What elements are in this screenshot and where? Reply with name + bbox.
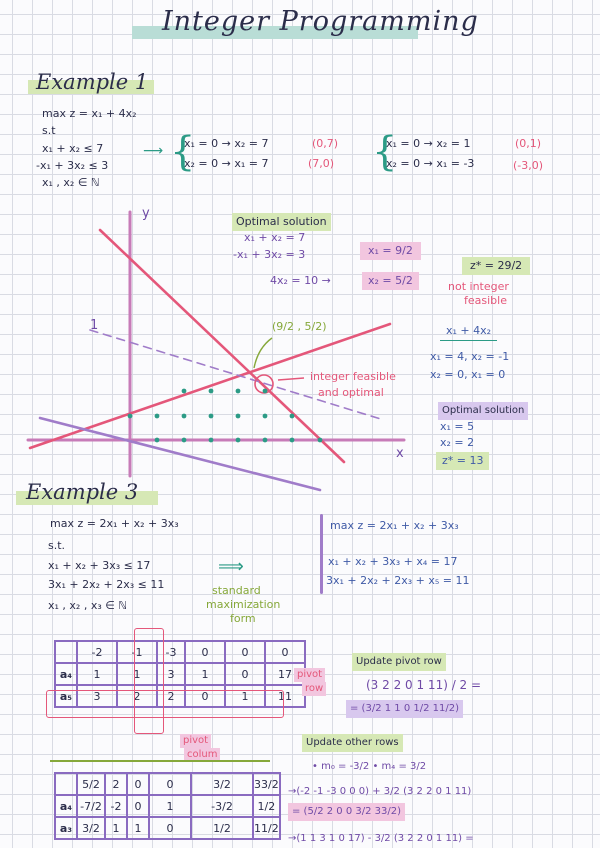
- table-cell: 33/2: [253, 773, 280, 795]
- sys2-row: x₂ = 0 → x₁ = -3: [386, 157, 475, 170]
- opt-line: -x₁ + 3x₂ = 3: [233, 248, 306, 261]
- standard-form-note: standard: [212, 584, 261, 597]
- table-cell: 0: [127, 773, 149, 795]
- update-row-line: →(-2 -1 -3 0 0 0) + 3/2 (3 2 2 0 1 11): [288, 786, 472, 797]
- table-cell: 3: [157, 663, 185, 685]
- table-cell: 0: [225, 663, 265, 685]
- solution-value: x₂ = 2: [440, 436, 475, 449]
- arrow-right-icon: ⟶: [143, 143, 164, 159]
- y-axis-label: y: [142, 206, 150, 221]
- update-row-result: = (5/2 2 0 0 3/2 33/2): [288, 803, 405, 821]
- row-label: a₃: [55, 817, 77, 839]
- table-cell: 0: [127, 795, 149, 817]
- solution-z: z* = 13: [436, 452, 489, 470]
- table-cell: 3/2: [77, 817, 105, 839]
- opt-line: x₁ + x₂ = 7: [244, 231, 306, 244]
- table-row: [55, 663, 305, 685]
- update-row-line: →(1 1 3 1 0 17) - 3/2 (3 2 2 0 1 11) =: [288, 833, 474, 844]
- pivot-column-label: pivot: [180, 734, 211, 748]
- row-label: a₅: [55, 685, 77, 707]
- table-cell: 0: [149, 817, 191, 839]
- table-cell: 5/2: [77, 773, 105, 795]
- table-cell: 11: [265, 685, 305, 707]
- example3-line: x₁ + x₂ + 3x₃ ≤ 17: [48, 559, 151, 572]
- optimal-point: (9/2 , 5/2): [272, 320, 327, 333]
- page-title: Integer Programming: [162, 6, 479, 37]
- table-row: [55, 795, 280, 817]
- simplex-tableau-2: [54, 772, 281, 840]
- pivot-row-box: [46, 690, 284, 718]
- multipliers: • m₀ = -3/2 • m₄ = 3/2: [312, 761, 427, 772]
- table-cell: 2: [157, 685, 185, 707]
- example1-heading: Example 1: [36, 70, 149, 94]
- objective-line: x₂ = 0, x₁ = 0: [430, 368, 506, 381]
- table-cell: 0: [225, 641, 265, 663]
- sys1-row: x₁ = 0 → x₂ = 7: [184, 137, 269, 150]
- brace-icon: {: [372, 129, 398, 175]
- sys2-row: x₁ = 0 → x₂ = 1: [386, 137, 471, 150]
- example3-line: x₁ , x₂ , x₃ ∈ ℕ: [48, 599, 128, 612]
- table-cell: -3/2: [191, 795, 253, 817]
- table-cell: 3: [77, 685, 117, 707]
- example3-line: max z = 2x₁ + x₂ + 3x₃: [50, 517, 179, 530]
- table-cell: 1/2: [191, 817, 253, 839]
- x2-value: x₂ = 5/2: [362, 272, 419, 290]
- pivot-column-label: colum: [184, 748, 220, 762]
- example3-line: s.t.: [48, 539, 66, 552]
- pivot-column-box: [134, 628, 164, 734]
- implies-arrow-icon: ⟹: [218, 556, 244, 577]
- sys1-row: x₂ = 0 → x₁ = 7: [184, 157, 269, 170]
- integer-feasible-note: and optimal: [318, 386, 384, 399]
- table-cell: 1: [105, 817, 127, 839]
- row-label: a₄: [55, 795, 77, 817]
- table-cell: 1: [127, 817, 149, 839]
- table-row: [55, 641, 305, 663]
- zstar-value: z* = 29/2: [462, 257, 530, 275]
- brace-icon: {: [170, 129, 196, 175]
- table-cell: -1: [117, 641, 157, 663]
- table-cell: 1: [225, 685, 265, 707]
- pivot-row-label: pivot: [294, 668, 325, 682]
- standard-form-note: maximization: [206, 598, 281, 611]
- pivot-row-label: row: [302, 682, 326, 696]
- example1-line: s.t: [42, 124, 56, 137]
- x-axis-label: x: [396, 446, 404, 461]
- table-cell: 1: [117, 663, 157, 685]
- table-cell: -7/2: [77, 795, 105, 817]
- table-cell: 2: [117, 685, 157, 707]
- table-cell: 0: [265, 641, 305, 663]
- x1-value: x₁ = 9/2: [360, 242, 421, 260]
- table-row: [55, 773, 280, 795]
- tableau2-rule: [50, 760, 270, 762]
- table-cell: 3/2: [191, 773, 253, 795]
- table-cell: 1: [185, 663, 225, 685]
- sys1-point: (0,7): [312, 137, 339, 150]
- update-other-rows-heading: Update other rows: [302, 734, 403, 752]
- row-label: a₄: [55, 663, 77, 685]
- table-cell: 0: [149, 773, 191, 795]
- optimal-heading: Optimal solution: [232, 213, 331, 231]
- standard-line: max z = 2x₁ + x₂ + 3x₃: [330, 519, 459, 532]
- update-pivot-row-line: (3 2 2 0 1 11) / 2 =: [366, 678, 482, 692]
- integer-feasible-note: integer feasible: [310, 370, 396, 383]
- example1-line: -x₁ + 3x₂ ≤ 3: [36, 159, 109, 172]
- table-cell: 11/2: [253, 817, 280, 839]
- table-cell: -2: [105, 795, 127, 817]
- standard-line: 3x₁ + 2x₂ + 2x₃ + x₅ = 11: [326, 574, 470, 587]
- example3-heading: Example 3: [26, 480, 139, 504]
- update-pivot-row-result: = (3/2 1 1 0 1/2 11/2): [346, 700, 463, 718]
- not-integer-note: not integer: [448, 280, 509, 293]
- optimal-solution-heading: Optimal solution: [438, 402, 528, 420]
- update-pivot-row-heading: Update pivot row: [352, 653, 446, 671]
- table-cell: 0: [185, 641, 225, 663]
- eq-line: 4x₂ = 10 →: [270, 274, 331, 287]
- not-integer-note: feasible: [464, 294, 507, 307]
- table-row: [55, 817, 280, 839]
- table-cell: 0: [185, 685, 225, 707]
- table-cell: 17: [265, 663, 305, 685]
- sys2-point: (0,1): [515, 137, 542, 150]
- table-cell: -2: [77, 641, 117, 663]
- objective-label: x₁ + 4x₂: [440, 322, 497, 341]
- sys2-point: (-3,0): [513, 159, 544, 172]
- example1-line: x₁ + x₂ ≤ 7: [42, 142, 104, 155]
- table-cell: -3: [157, 641, 185, 663]
- standard-form-note: form: [230, 612, 256, 625]
- row-label: [55, 773, 77, 795]
- sys1-point: (7,0): [308, 157, 335, 170]
- table-cell: 1: [77, 663, 117, 685]
- example1-line: x₁ , x₂ ∈ ℕ: [42, 176, 100, 189]
- table-cell: 2: [105, 773, 127, 795]
- solution-value: x₁ = 5: [440, 420, 475, 433]
- row-label: [55, 641, 77, 663]
- iso-line-label: 1: [90, 318, 99, 333]
- table-cell: 1/2: [253, 795, 280, 817]
- objective-line: x₁ = 4, x₂ = -1: [430, 350, 510, 363]
- example1-line: max z = x₁ + 4x₂: [42, 107, 137, 120]
- table-cell: 1: [149, 795, 191, 817]
- standard-line: x₁ + x₂ + 3x₃ + x₄ = 17: [328, 555, 458, 568]
- standard-form-bracket: [320, 514, 323, 594]
- example3-line: 3x₁ + 2x₂ + 2x₃ ≤ 11: [48, 578, 165, 591]
